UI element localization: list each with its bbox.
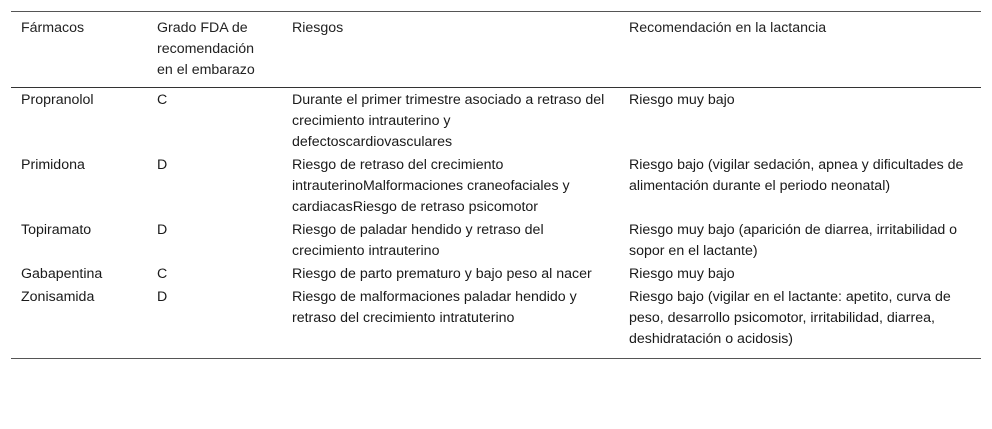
header-grado-fda: Grado FDA de recomendación en el embarazo [157,20,255,78]
cell-lactancia: Riesgo muy bajo [629,266,735,282]
header-row [11,12,981,88]
cell-riesgos: Riesgo de malformaciones paladar hendido y retraso del crecimiento intratuterino [292,289,577,326]
cell-grado: C [157,266,168,282]
cell-riesgos: Riesgo de retraso del crecimiento intrauterinoMalformaciones craneofaciales y cardiacasRiesgo de retraso psicomotor [292,157,570,215]
cell-farmaco: Gabapentina [21,266,103,282]
cell-farmaco: Topiramato [21,222,92,238]
drug-table-container [11,11,981,359]
drug-risk-table [11,11,981,359]
cell-riesgos: Riesgo de paladar hendido y retraso del crecimiento intrauterino [292,222,544,259]
cell-grado: D [157,289,168,305]
cell-lactancia: Riesgo bajo (vigilar sedación, apnea y dificultades de alimentación durante el periodo neonatal) [629,157,964,194]
cell-grado: D [157,157,168,173]
cell-grado: C [157,92,168,108]
header-lactancia: Recomendación en la lactancia [629,20,827,36]
table-body [11,88,981,359]
cell-lactancia: Riesgo bajo (vigilar en el lactante: apetito, curva de peso, desarrollo psicomotor, irritabilidad, diarrea, deshidratación o acidosis) [629,289,951,347]
table-row [11,88,981,156]
header-farmacos: Fármacos [21,20,85,36]
table-row [11,220,981,264]
cell-riesgos: Riesgo de parto prematuro y bajo peso al nacer [292,266,592,282]
cell-grado: D [157,222,168,238]
cell-farmaco: Zonisamida [21,289,95,305]
cell-lactancia: Riesgo muy bajo [629,92,735,108]
table-row [11,287,981,359]
header-riesgos: Riesgos [292,20,344,36]
cell-lactancia: Riesgo muy bajo (aparición de diarrea, irritabilidad o sopor en el lactante) [629,222,958,259]
table-row [11,264,981,287]
cell-riesgos: Durante el primer trimestre asociado a retraso del crecimiento intrauterino y defectoscardiovasculares [292,92,605,150]
table-header [11,12,981,88]
cell-farmaco: Propranolol [21,92,94,108]
cell-farmaco: Primidona [21,157,85,173]
table-row [11,155,981,220]
